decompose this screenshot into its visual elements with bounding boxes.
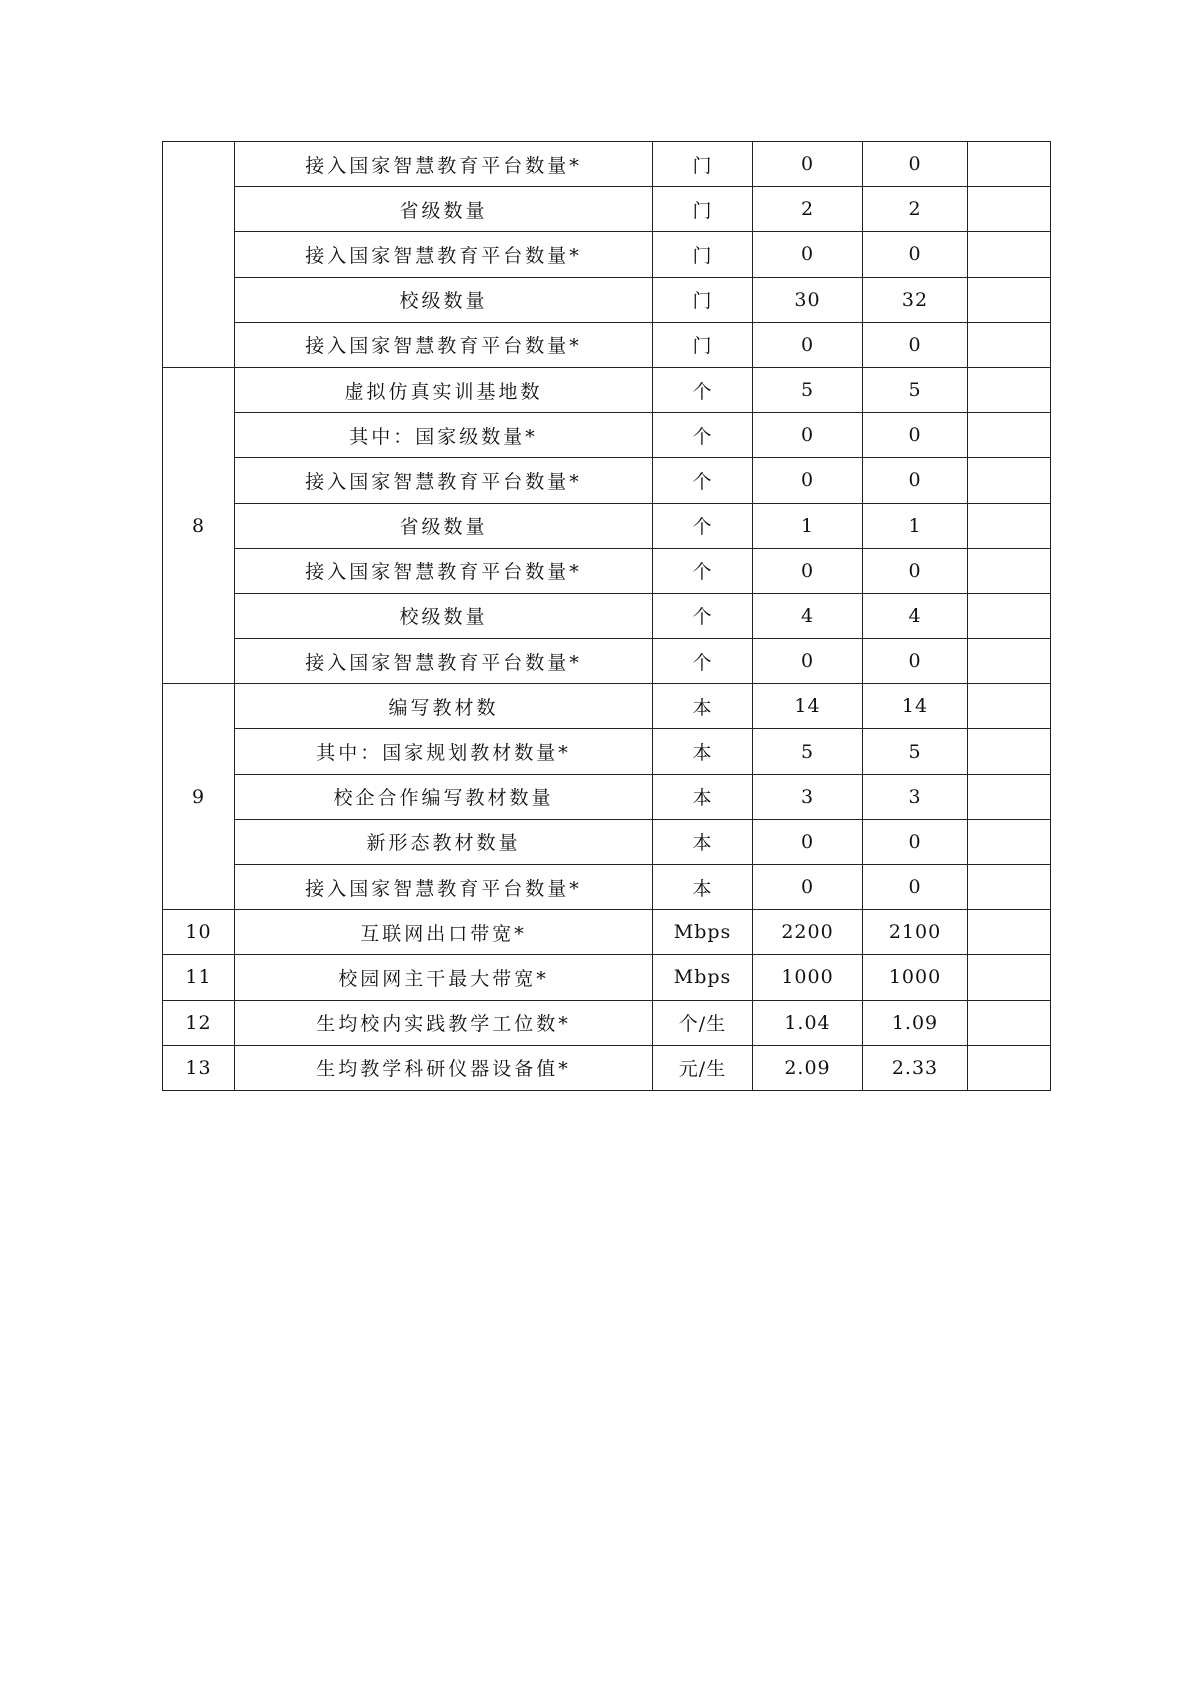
note-cell [968, 774, 1051, 819]
unit-cell: 个 [653, 367, 753, 412]
value-cell-a: 5 [753, 729, 863, 774]
value-cell-a: 3 [753, 774, 863, 819]
indicator-name-cell: 省级数量 [235, 503, 653, 548]
value-cell-a: 2 [753, 187, 863, 232]
table-row [163, 865, 1051, 910]
unit-cell: 门 [653, 142, 753, 187]
indicator-name-cell: 接入国家智慧教育平台数量* [235, 232, 653, 277]
note-cell [968, 1000, 1051, 1045]
statistics-table-body [163, 142, 1051, 1091]
value-cell-a: 4 [753, 593, 863, 638]
unit-cell: 个 [653, 503, 753, 548]
note-cell [968, 593, 1051, 638]
table-row [163, 910, 1051, 955]
note-cell [968, 1045, 1051, 1090]
indicator-name-cell: 接入国家智慧教育平台数量* [235, 322, 653, 367]
value-cell-a: 0 [753, 142, 863, 187]
unit-cell: 门 [653, 187, 753, 232]
note-cell [968, 684, 1051, 729]
note-cell [968, 322, 1051, 367]
note-cell [968, 413, 1051, 458]
value-cell-a: 30 [753, 277, 863, 322]
row-index-cell: 12 [163, 1000, 235, 1045]
table-row [163, 774, 1051, 819]
note-cell [968, 232, 1051, 277]
value-cell-b: 0 [863, 548, 968, 593]
note-cell [968, 865, 1051, 910]
statistics-table [162, 141, 1051, 1091]
value-cell-b: 5 [863, 367, 968, 412]
unit-cell: 个/生 [653, 1000, 753, 1045]
row-index-cell: 8 [163, 367, 235, 683]
table-row [163, 548, 1051, 593]
unit-cell: 个 [653, 639, 753, 684]
value-cell-a: 14 [753, 684, 863, 729]
table-row [163, 684, 1051, 729]
note-cell [968, 142, 1051, 187]
value-cell-a: 0 [753, 865, 863, 910]
note-cell [968, 503, 1051, 548]
indicator-name-cell: 接入国家智慧教育平台数量* [235, 548, 653, 593]
table-row [163, 458, 1051, 503]
unit-cell: 个 [653, 413, 753, 458]
row-index-cell: 13 [163, 1045, 235, 1090]
note-cell [968, 639, 1051, 684]
value-cell-b: 32 [863, 277, 968, 322]
value-cell-b: 0 [863, 413, 968, 458]
row-index-cell: 9 [163, 684, 235, 910]
table-row [163, 367, 1051, 412]
value-cell-b: 1 [863, 503, 968, 548]
indicator-name-cell: 互联网出口带宽* [235, 910, 653, 955]
indicator-name-cell: 接入国家智慧教育平台数量* [235, 458, 653, 503]
table-row [163, 639, 1051, 684]
value-cell-a: 0 [753, 819, 863, 864]
value-cell-a: 2.09 [753, 1045, 863, 1090]
value-cell-a: 1.04 [753, 1000, 863, 1045]
value-cell-b: 0 [863, 865, 968, 910]
unit-cell: 本 [653, 684, 753, 729]
value-cell-b: 0 [863, 322, 968, 367]
unit-cell: Mbps [653, 910, 753, 955]
value-cell-b: 0 [863, 458, 968, 503]
value-cell-b: 0 [863, 819, 968, 864]
value-cell-a: 0 [753, 413, 863, 458]
table-row [163, 819, 1051, 864]
note-cell [968, 548, 1051, 593]
note-cell [968, 910, 1051, 955]
value-cell-b: 3 [863, 774, 968, 819]
unit-cell: 个 [653, 593, 753, 638]
value-cell-b: 5 [863, 729, 968, 774]
unit-cell: 元/生 [653, 1045, 753, 1090]
unit-cell: 个 [653, 548, 753, 593]
table-row [163, 322, 1051, 367]
value-cell-a: 1 [753, 503, 863, 548]
table-row [163, 277, 1051, 322]
table-row [163, 142, 1051, 187]
note-cell [968, 187, 1051, 232]
unit-cell: 本 [653, 774, 753, 819]
unit-cell: Mbps [653, 955, 753, 1000]
note-cell [968, 277, 1051, 322]
indicator-name-cell: 其中：国家级数量* [235, 413, 653, 458]
value-cell-b: 0 [863, 142, 968, 187]
table-row [163, 187, 1051, 232]
value-cell-a: 0 [753, 548, 863, 593]
value-cell-a: 1000 [753, 955, 863, 1000]
value-cell-a: 0 [753, 232, 863, 277]
unit-cell: 个 [653, 458, 753, 503]
unit-cell: 本 [653, 819, 753, 864]
indicator-name-cell: 生均教学科研仪器设备值* [235, 1045, 653, 1090]
value-cell-b: 1000 [863, 955, 968, 1000]
unit-cell: 门 [653, 232, 753, 277]
indicator-name-cell: 校园网主干最大带宽* [235, 955, 653, 1000]
value-cell-a: 0 [753, 458, 863, 503]
indicator-name-cell: 生均校内实践教学工位数* [235, 1000, 653, 1045]
value-cell-b: 4 [863, 593, 968, 638]
note-cell [968, 819, 1051, 864]
table-row [163, 955, 1051, 1000]
note-cell [968, 458, 1051, 503]
value-cell-b: 2100 [863, 910, 968, 955]
table-row [163, 729, 1051, 774]
table-row [163, 503, 1051, 548]
row-index-cell: 10 [163, 910, 235, 955]
value-cell-a: 2200 [753, 910, 863, 955]
value-cell-b: 2.33 [863, 1045, 968, 1090]
indicator-name-cell: 接入国家智慧教育平台数量* [235, 639, 653, 684]
indicator-name-cell: 校级数量 [235, 277, 653, 322]
value-cell-b: 0 [863, 639, 968, 684]
value-cell-b: 0 [863, 232, 968, 277]
note-cell [968, 955, 1051, 1000]
value-cell-a: 5 [753, 367, 863, 412]
indicator-name-cell: 校级数量 [235, 593, 653, 638]
table-row [163, 232, 1051, 277]
indicator-name-cell: 编写教材数 [235, 684, 653, 729]
row-index-cell [163, 142, 235, 368]
indicator-name-cell: 省级数量 [235, 187, 653, 232]
value-cell-a: 0 [753, 322, 863, 367]
indicator-name-cell: 虚拟仿真实训基地数 [235, 367, 653, 412]
unit-cell: 门 [653, 322, 753, 367]
indicator-name-cell: 新形态教材数量 [235, 819, 653, 864]
table-row [163, 1045, 1051, 1090]
table-row [163, 593, 1051, 638]
value-cell-b: 1.09 [863, 1000, 968, 1045]
indicator-name-cell: 校企合作编写教材数量 [235, 774, 653, 819]
table-row [163, 413, 1051, 458]
value-cell-b: 2 [863, 187, 968, 232]
value-cell-b: 14 [863, 684, 968, 729]
table-row [163, 1000, 1051, 1045]
indicator-name-cell: 其中：国家规划教材数量* [235, 729, 653, 774]
indicator-name-cell: 接入国家智慧教育平台数量* [235, 865, 653, 910]
note-cell [968, 367, 1051, 412]
unit-cell: 本 [653, 865, 753, 910]
note-cell [968, 729, 1051, 774]
unit-cell: 门 [653, 277, 753, 322]
value-cell-a: 0 [753, 639, 863, 684]
unit-cell: 本 [653, 729, 753, 774]
indicator-name-cell: 接入国家智慧教育平台数量* [235, 142, 653, 187]
row-index-cell: 11 [163, 955, 235, 1000]
